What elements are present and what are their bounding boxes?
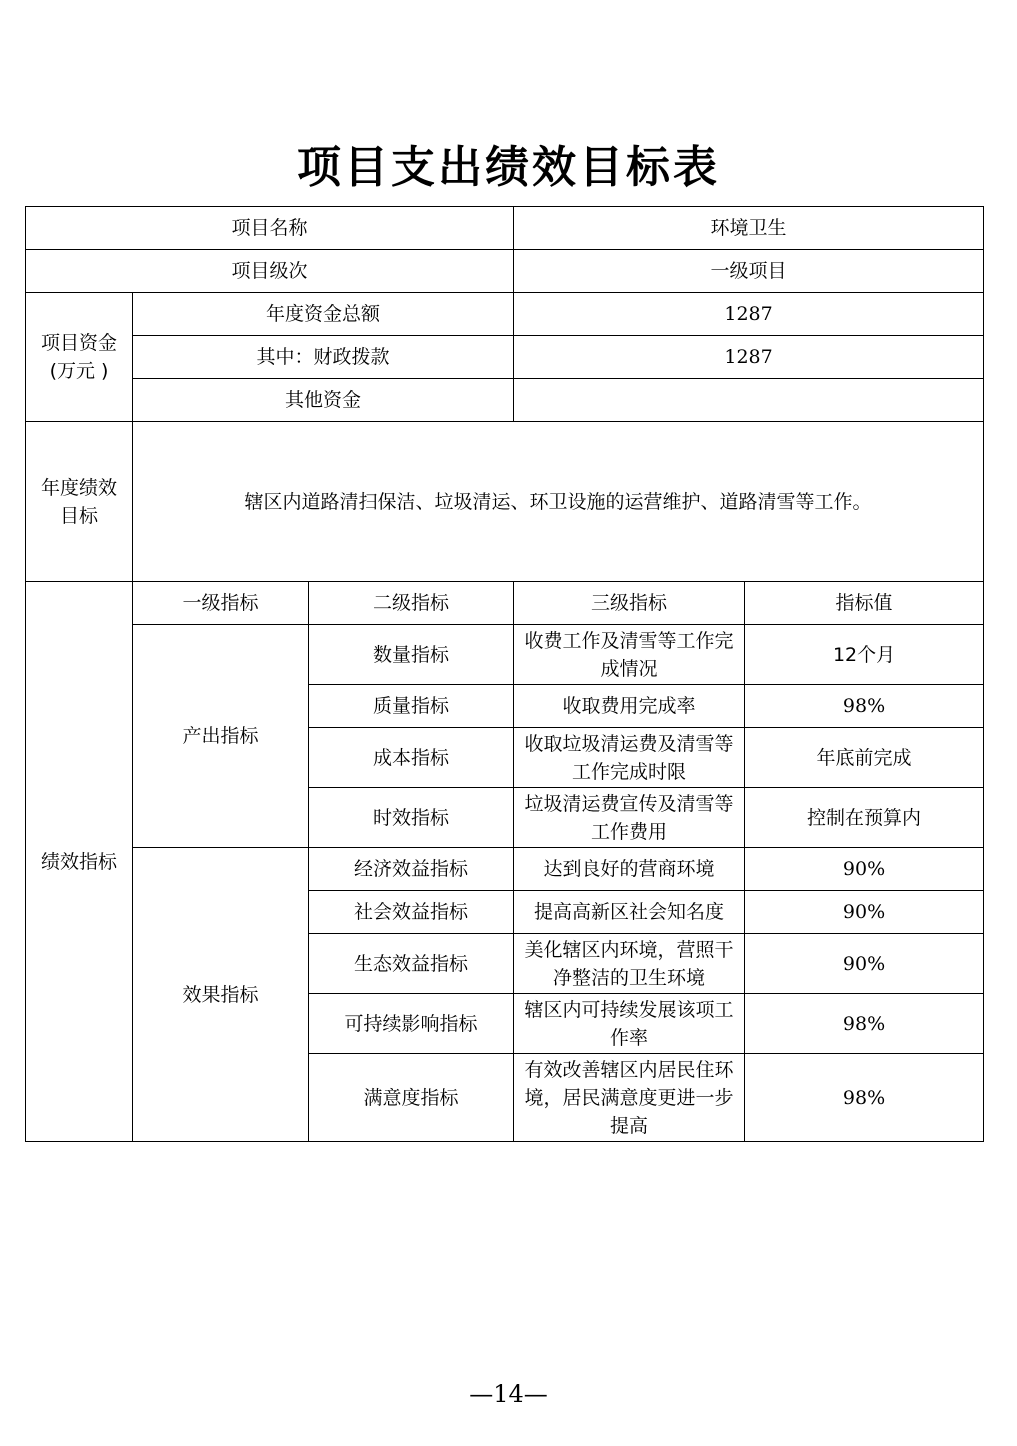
level2-cell: 经济效益指标 xyxy=(309,848,514,891)
annual-goal-text: 辖区内道路清扫保洁、垃圾清运、环卫设施的运营维护、道路清雪等工作。 xyxy=(133,422,984,582)
level3-cell: 收取费用完成率 xyxy=(514,685,745,728)
value-cell: 12个月 xyxy=(745,625,984,685)
level2-cell: 生态效益指标 xyxy=(309,934,514,994)
fiscal-allocation-label: 其中：财政拨款 xyxy=(133,336,514,379)
performance-goal-table xyxy=(25,206,984,1142)
funds-total-row xyxy=(26,293,984,336)
document-title: 项目支出绩效目标表 xyxy=(297,142,720,193)
performance-indicators-label: 绩效指标 xyxy=(26,582,133,1142)
funds-fiscal-row xyxy=(26,336,984,379)
project-level-label: 项目级次 xyxy=(26,250,514,293)
fiscal-allocation-value: 1287 xyxy=(514,336,984,379)
header-value: 指标值 xyxy=(745,582,984,625)
value-cell: 90% xyxy=(745,934,984,994)
header-level1: 一级指标 xyxy=(133,582,309,625)
level2-cell: 满意度指标 xyxy=(309,1054,514,1142)
project-level-row xyxy=(26,250,984,293)
header-level2: 二级指标 xyxy=(309,582,514,625)
level3-cell: 收费工作及清雪等工作完成情况 xyxy=(514,625,745,685)
project-name-value: 环境卫生 xyxy=(514,207,984,250)
other-funds-value xyxy=(514,379,984,422)
annual-goal-label: 年度绩效 目标 xyxy=(26,422,133,582)
value-cell: 98% xyxy=(745,685,984,728)
table-row xyxy=(26,848,984,891)
indicator-header-row xyxy=(26,582,984,625)
level2-cell: 成本指标 xyxy=(309,728,514,788)
level3-cell: 垃圾清运费宣传及清雪等工作费用 xyxy=(514,788,745,848)
table-row xyxy=(26,625,984,685)
level2-cell: 社会效益指标 xyxy=(309,891,514,934)
project-funds-label: 项目资金 (万元 ) xyxy=(26,293,133,422)
level3-cell: 提高高新区社会知名度 xyxy=(514,891,745,934)
level3-cell: 有效改善辖区内居民住环境，居民满意度更进一步提高 xyxy=(514,1054,745,1142)
level3-cell: 美化辖区内环境，营照干净整洁的卫生环境 xyxy=(514,934,745,994)
level2-cell: 质量指标 xyxy=(309,685,514,728)
funds-other-row xyxy=(26,379,984,422)
level2-cell: 数量指标 xyxy=(309,625,514,685)
project-name-row xyxy=(26,207,984,250)
level2-cell: 可持续影响指标 xyxy=(309,994,514,1054)
effect-indicator-label: 效果指标 xyxy=(133,848,309,1142)
value-cell: 98% xyxy=(745,1054,984,1142)
value-cell: 98% xyxy=(745,994,984,1054)
level3-cell: 收取垃圾清运费及清雪等工作完成时限 xyxy=(514,728,745,788)
level2-cell: 时效指标 xyxy=(309,788,514,848)
value-cell: 90% xyxy=(745,848,984,891)
annual-total-label: 年度资金总额 xyxy=(133,293,514,336)
value-cell: 年底前完成 xyxy=(745,728,984,788)
header-level3: 三级指标 xyxy=(514,582,745,625)
output-indicator-label: 产出指标 xyxy=(133,625,309,848)
project-name-label: 项目名称 xyxy=(26,207,514,250)
value-cell: 90% xyxy=(745,891,984,934)
value-cell: 控制在预算内 xyxy=(745,788,984,848)
other-funds-label: 其他资金 xyxy=(133,379,514,422)
level3-cell: 辖区内可持续发展该项工作率 xyxy=(514,994,745,1054)
page-number: —14— xyxy=(469,1380,548,1408)
annual-goal-row xyxy=(26,422,984,582)
project-level-value: 一级项目 xyxy=(514,250,984,293)
level3-cell: 达到良好的营商环境 xyxy=(514,848,745,891)
annual-total-value: 1287 xyxy=(514,293,984,336)
